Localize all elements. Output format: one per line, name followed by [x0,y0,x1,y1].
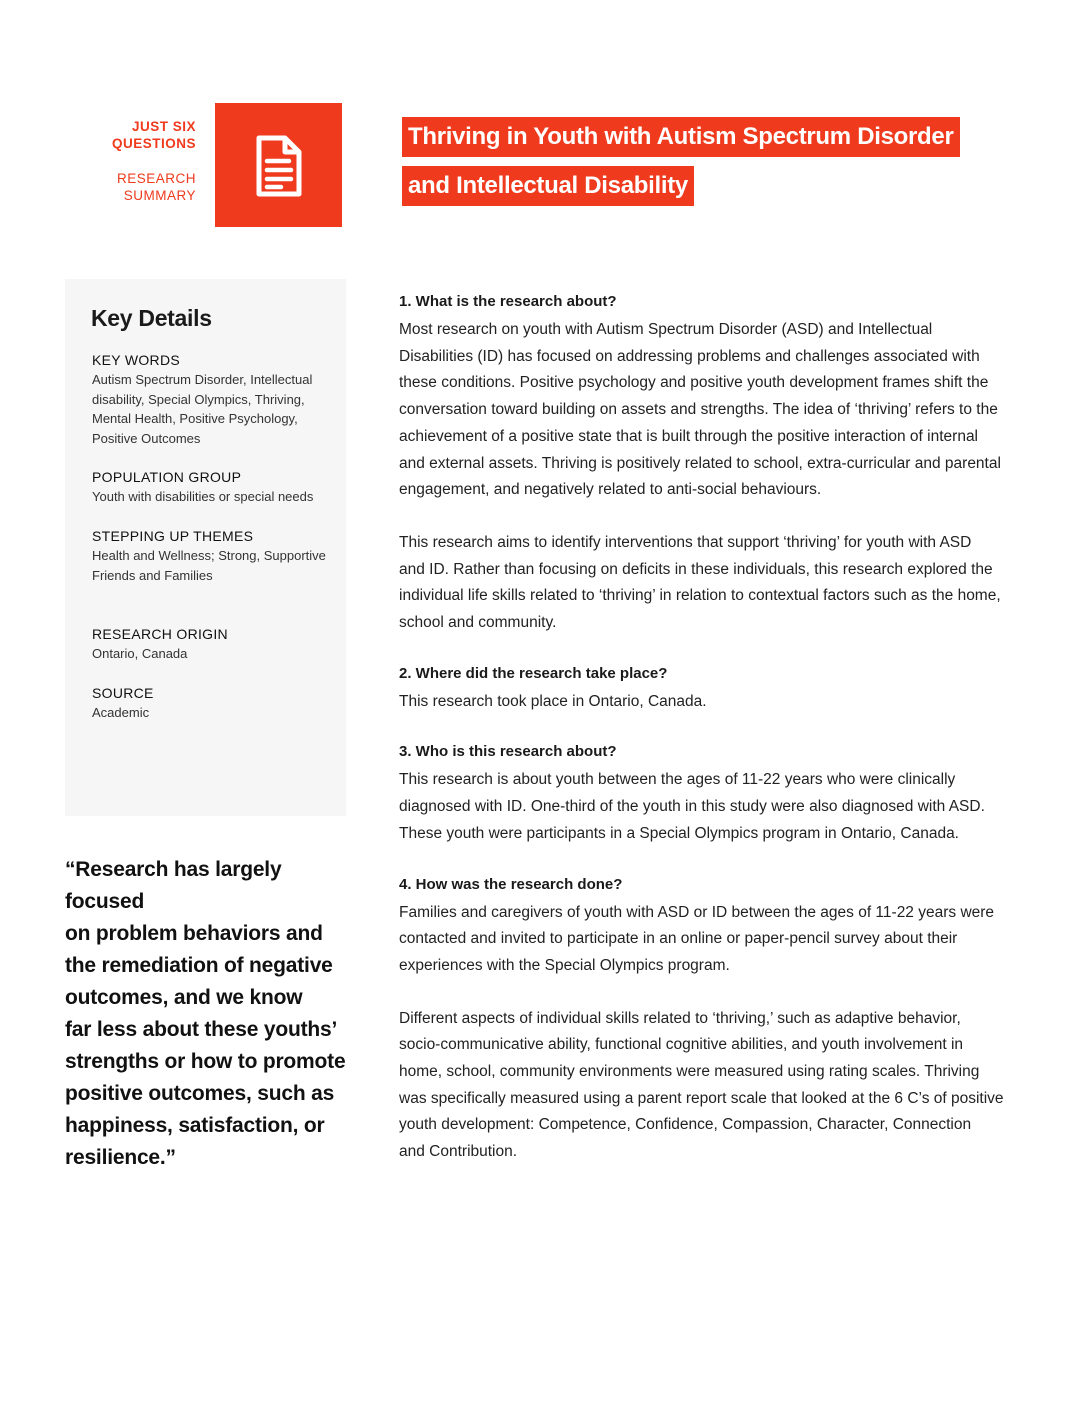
question-1-paragraph-2 [399,530,1009,637]
question-3-heading: 3. Who is this research about? [399,743,617,761]
document-icon [255,135,303,197]
title-line-1: Thriving in Youth with Autism Spectrum Disorder [402,117,960,157]
key-details-heading: Key Details [91,305,212,331]
key-words-line: Positive Outcomes [92,430,201,446]
text-line: youth development: Competence, Confidence, Compassion, Character, Connection [399,1116,972,1134]
text-line: these conditions. Positive psychology and positive youth development frames shift the [399,374,989,392]
text-line: Different aspects of individual skills related to ‘thriving,’ such as adaptive behavior, [399,1009,961,1027]
brand-logo-box [215,103,342,227]
text-line: school and community. [399,614,557,632]
brand-sub-research: RESEARCH [116,171,196,186]
population-group-value: Youth with disabilities or special needs [92,489,314,504]
quote-line: positive outcomes, such as [65,1082,335,1105]
main-content [399,291,1009,1166]
text-line: socio-communicative ability, functional cognitive abilities, and youth involvement in [399,1036,964,1054]
text-line: Families and caregivers of youth with ASD or ID between the ages of 11-22 years were [399,903,995,921]
text-line: conversation toward building on assets and strengths. The idea of ‘thriving’ refers to the [399,401,998,419]
text-line: Disabilities (ID) has focused on addressing problems and challenges associated with [399,347,980,365]
stepping-up-themes-label: STEPPING UP THEMES [92,528,254,544]
text-line: individual life skills related to ‘thriving’ in relation to contextual factors such as the home, [399,587,1001,605]
quote-line: happiness, satisfaction, or [65,1114,325,1137]
text-line: diagnosed with ID. One-third of the youth in this study were also diagnosed with ASD. [399,798,985,816]
key-words-line: Mental Health, Positive Psychology, [92,411,298,426]
text-line: and ID. Rather than focusing on deficits in these individuals, this research explored the [399,560,993,578]
quote-line: resilience.” [65,1146,176,1169]
text-line: contacted and invited to participate in an online or paper-pencil survey about their [399,930,958,948]
quote-line: outcomes, and we know [65,986,303,1009]
key-words-line: Autism Spectrum Disorder, Intellectual [92,372,313,387]
text-line: These youth were participants in a Special Olympics program in Ontario, Canada. [399,824,959,842]
text-line: and external assets. Thriving is positively related to school, extra-curricular and parental [399,454,1001,472]
question-2-heading: 2. Where did the research take place? [399,664,668,682]
stepping-up-themes-line: Friends and Families [92,567,213,583]
research-origin-label: RESEARCH ORIGIN [92,626,228,642]
quote-line: far less about these youths’ [65,1018,338,1041]
source-section [92,683,332,723]
quote-line: on problem behaviors and [65,922,323,945]
question-4-heading: 4. How was the research done? [399,875,623,893]
title-line-2: and Intellectual Disability [402,166,694,206]
stepping-up-themes-section [92,526,332,585]
text-line: achievement of a positive state that is built through the positive interaction of internal [399,427,979,445]
population-group-label: POPULATION GROUP [92,469,242,485]
text-line: This research is about youth between the ages of 11-22 years who were clinically [399,771,956,789]
brand-line-questions: QUESTIONS [111,136,196,151]
question-2-paragraph-1 [399,689,1009,716]
population-group-section [92,467,332,507]
question-4-paragraph-2 [399,1006,1009,1166]
key-words-line: disability, Special Olympics, Thriving, [92,391,305,407]
pull-quote [65,854,355,1174]
text-line: and Contribution. [399,1143,518,1161]
key-words-label: KEY WORDS [92,352,181,368]
research-origin-section [92,624,332,664]
text-line: Most research on youth with Autism Spectrum Disorder (ASD) and Intellectual [399,321,933,338]
question-4-paragraph-1 [399,900,1009,980]
question-3-paragraph-1 [399,767,1009,847]
stepping-up-themes-line: Health and Wellness; Strong, Supportive [92,548,326,563]
brand-sub-summary: SUMMARY [123,188,196,203]
source-label: SOURCE [92,685,154,701]
key-details-panel [65,279,346,816]
brand-line-just-six: JUST SIX [131,119,196,134]
question-1-paragraph-1 [399,317,1009,504]
brand-block [96,118,196,204]
text-line: was specifically measured using a parent report scale that looked at the 6 C’s of positive [399,1089,1004,1107]
quote-line: strengths or how to promote [65,1050,346,1073]
text-line: experiences with the Special Olympics program. [399,956,730,974]
page-title [402,117,960,206]
key-words-section [92,350,332,448]
quote-line: “Research has largely focused [65,858,282,913]
research-origin-value: Ontario, Canada [92,646,188,661]
text-line: This research took place in Ontario, Canada. [399,692,707,710]
text-line: home, school, community environments were measured using rating scales. Thriving [399,1063,980,1081]
source-value: Academic [92,705,150,720]
question-1-heading: 1. What is the research about? [399,293,617,310]
quote-line: the remediation of negative [65,954,333,977]
text-line: This research aims to identify interventions that support ‘thriving’ for youth with ASD [399,533,972,551]
text-line: engagement, and negatively related to anti-social behaviours. [399,481,822,499]
